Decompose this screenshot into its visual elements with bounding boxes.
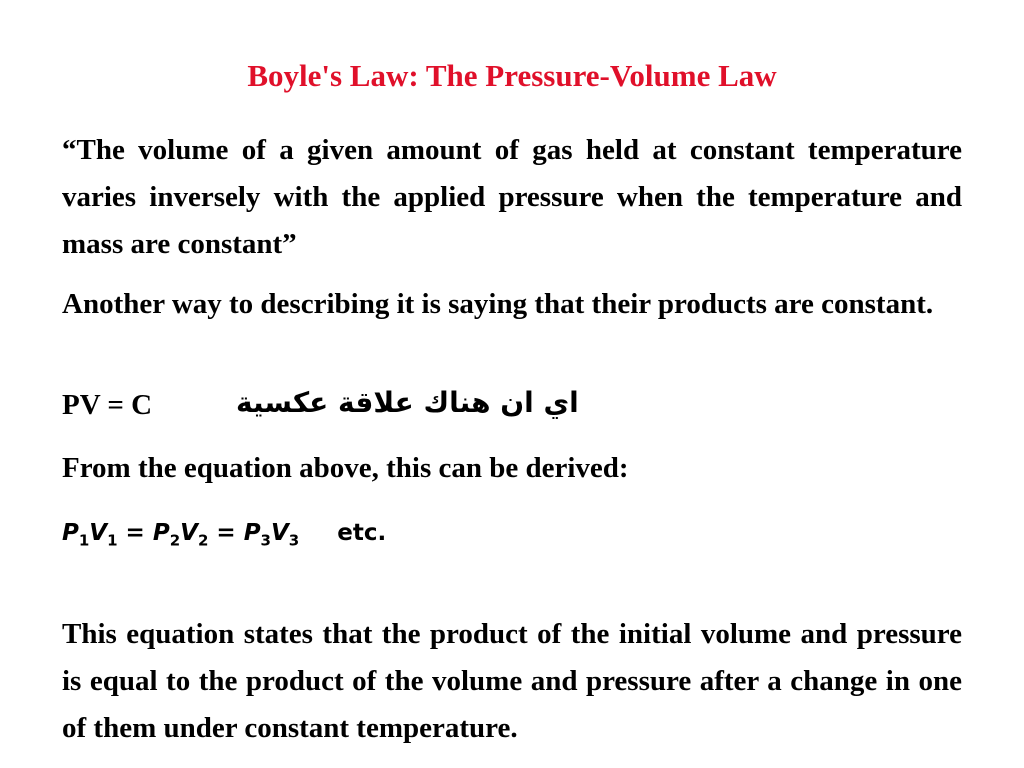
term-3: [243, 520, 300, 550]
term-1: [62, 520, 118, 550]
v3-subscript: 3: [288, 531, 300, 550]
pv-formula: PV = C: [62, 389, 153, 421]
p3-subscript: 3: [260, 531, 271, 550]
equation-row: [62, 520, 386, 550]
term-2: [152, 520, 209, 550]
arabic-note: اي ان هناك علاقة عكسية: [236, 386, 579, 419]
p2-symbol: P: [152, 520, 170, 546]
etc-label: etc.: [337, 520, 387, 546]
p1-symbol: P: [62, 520, 79, 546]
p1-subscript: 1: [78, 531, 90, 550]
v1-subscript: 1: [107, 531, 118, 550]
v2-subscript: 2: [197, 531, 209, 550]
v3-symbol: V: [270, 520, 289, 546]
v1-symbol: V: [89, 520, 108, 546]
boyle-law-quote: “The volume of a given amount of gas held at constant temperature varies inversely with the applied pressure when the temperature and mass are constant”: [62, 134, 962, 260]
p3-symbol: P: [243, 520, 261, 546]
slide-title: Boyle's Law: The Pressure-Volume Law: [247, 58, 777, 93]
products-constant-text: Another way to describing it is saying that their products are constant.: [62, 288, 934, 320]
derived-intro-text: From the equation above, this can be derived:: [62, 452, 629, 484]
equation-statement: This equation states that the product of the initial volume and pressure is equal to the product of the volume and pressure after a change in one of them under constant temperature.: [62, 618, 962, 744]
p2-subscript: 2: [169, 531, 181, 550]
equals-sign: =: [208, 520, 244, 546]
v2-symbol: V: [180, 520, 198, 546]
equals-sign: =: [117, 520, 153, 546]
